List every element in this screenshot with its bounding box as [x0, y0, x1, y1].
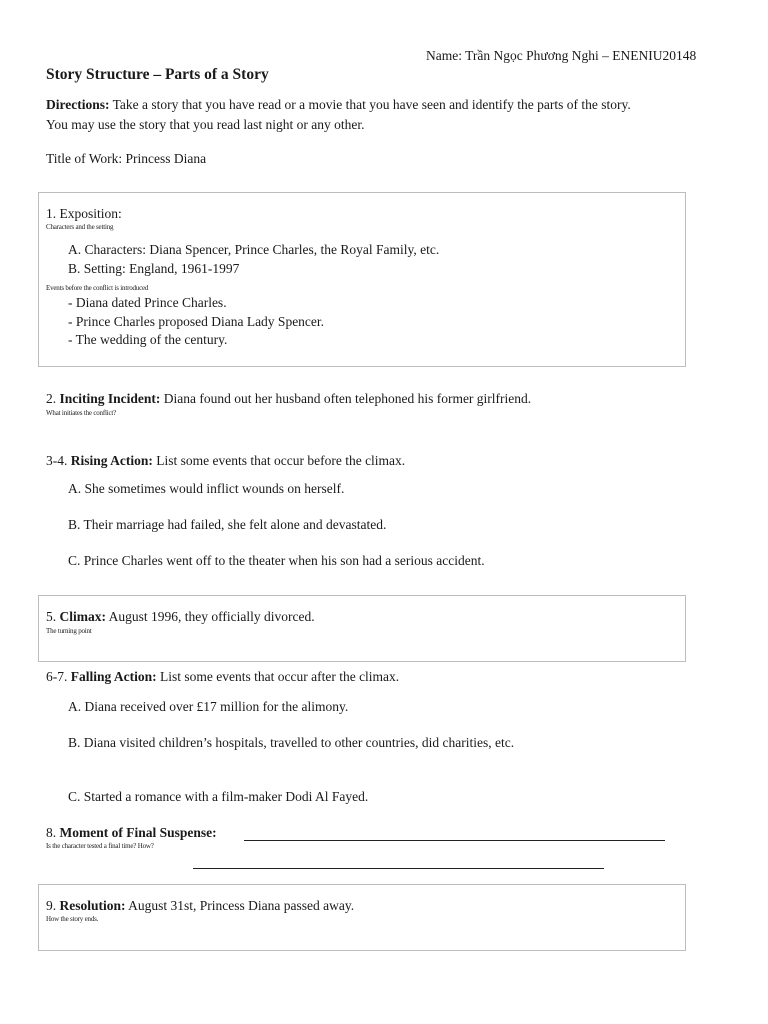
inciting-note: What initiates the conflict? — [46, 409, 117, 417]
section-number: 2. — [46, 391, 60, 406]
resolution-text: August 31st, Princess Diana passed away. — [125, 898, 355, 913]
falling-action — [46, 669, 399, 685]
exposition-events-note: Events before the conflict is introduced — [46, 284, 149, 292]
falling-text: List some events that occur after the climax. — [156, 669, 400, 684]
work-title: Title of Work: Princess Diana — [46, 151, 207, 166]
student-name: Name: Trần Ngọc Phương Nghi – ENENIU20148 — [426, 48, 697, 63]
resolution — [46, 898, 354, 914]
falling-item: C. Started a romance with a film-maker Dodi Al Fayed. — [68, 789, 369, 804]
rising-label: Rising Action: — [70, 453, 153, 468]
directions-text-1: Take a story that you have read or a movie that you have seen and identify the parts of the story. — [109, 97, 631, 112]
inciting-label: Inciting Incident: — [59, 391, 161, 406]
climax-label: Climax: — [59, 609, 106, 624]
falling-label: Falling Action: — [70, 669, 157, 684]
falling-item: B. Diana visited children’s hospitals, travelled to other countries, did charities, etc. — [68, 735, 515, 750]
page-title: Story Structure – Parts of a Story — [46, 66, 269, 83]
exposition-setting: B. Setting: England, 1961-1997 — [68, 261, 240, 276]
climax-box — [38, 595, 686, 662]
resolution-note: How the story ends. — [46, 915, 99, 923]
inciting-text: Diana found out her husband often telephoned his former girlfriend. — [160, 391, 532, 406]
rising-item: B. Their marriage had failed, she felt alone and devastated. — [68, 517, 387, 532]
section-number: 6-7. — [46, 669, 71, 684]
rising-item: C. Prince Charles went off to the theater when his son had a serious accident. — [68, 553, 485, 568]
inciting-incident — [46, 391, 531, 407]
exposition-event: - The wedding of the century. — [68, 332, 228, 347]
falling-item: A. Diana received over £17 million for the alimony. — [68, 699, 349, 714]
exposition-event: - Diana dated Prince Charles. — [68, 295, 227, 310]
answer-line[interactable] — [193, 868, 604, 869]
directions-label: Directions: — [46, 97, 110, 112]
rising-action — [46, 453, 405, 469]
directions-line-1 — [46, 97, 631, 113]
suspense-note: Is the character tested a final time? How? — [46, 842, 154, 850]
exposition-event: - Prince Charles proposed Diana Lady Spencer. — [68, 314, 325, 329]
section-number: 5. — [46, 609, 60, 624]
exposition-note: Characters and the setting — [46, 223, 114, 231]
section-number: 3-4. — [46, 453, 71, 468]
suspense-label: Moment of Final Suspense: — [59, 825, 217, 840]
rising-text: List some events that occur before the climax. — [152, 453, 406, 468]
climax — [46, 609, 315, 625]
exposition-heading: 1. Exposition: — [46, 206, 122, 221]
directions-line-2: You may use the story that you read last night or any other. — [46, 117, 365, 132]
climax-text: August 1996, they officially divorced. — [106, 609, 315, 624]
exposition-characters: A. Characters: Diana Spencer, Prince Charles, the Royal Family, etc. — [68, 242, 440, 257]
section-number: 8. — [46, 825, 60, 840]
resolution-box — [38, 884, 686, 951]
rising-item: A. She sometimes would inflict wounds on herself. — [68, 481, 345, 496]
section-number: 9. — [46, 898, 60, 913]
answer-line[interactable] — [244, 840, 665, 841]
resolution-label: Resolution: — [59, 898, 126, 913]
final-suspense — [46, 825, 217, 841]
climax-note: The turning point — [46, 627, 92, 635]
